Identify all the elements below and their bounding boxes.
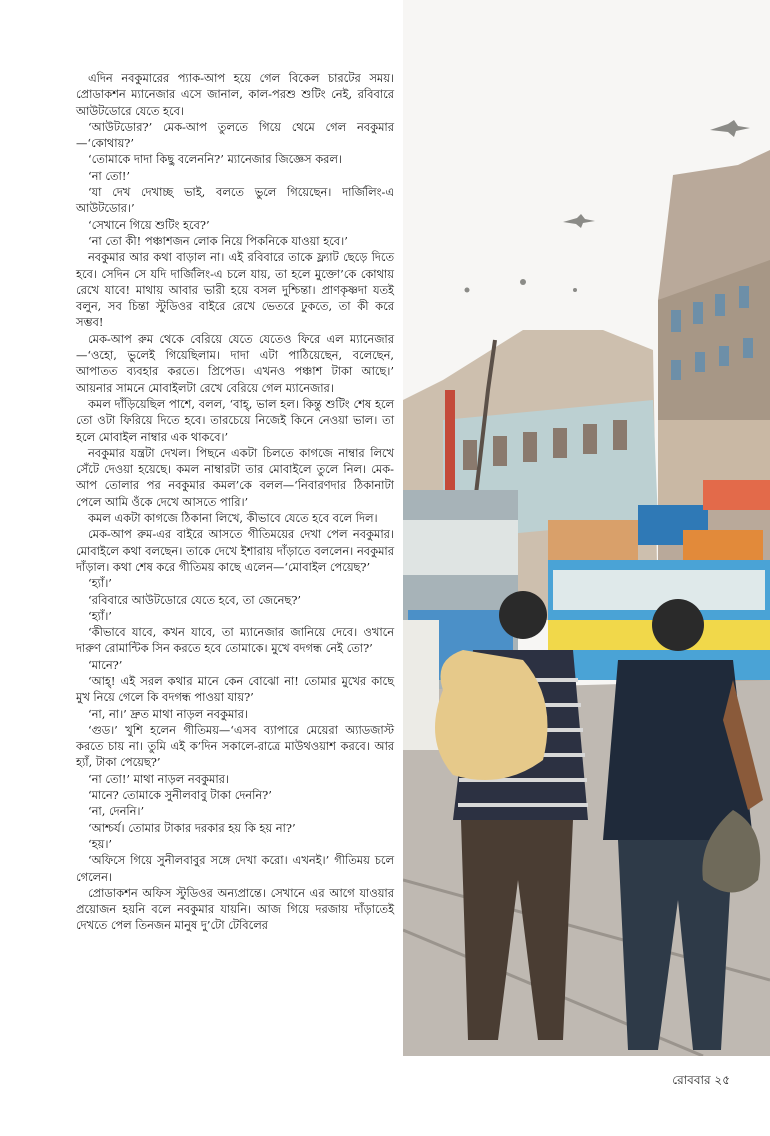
paragraph: ‘হ্যাঁ।’: [88, 576, 112, 591]
paragraph: ‘যা দেখ দেখাচ্ছ ভাই, বলতে ভুলে গিয়েছেন। দার্জিলিং-এ আউটডোর।’: [76, 185, 394, 216]
paragraph: প্রোডাকশন অফিস স্টুডিওর অন্যপ্রান্তে। সেখানে এর আগে যাওয়ার প্রয়োজন হয়নি বলে নবকুমার যায়নি। আজ গিয়ে দরজায় দাঁড়াতেই দেখতে পেল তিনজন মানুষ দু’টো টেবিলের: [76, 885, 394, 933]
paragraph: ‘আউটডোর?’ মেক-আপ তুলতে গিয়ে থেমে গেল নবকুমার—‘কোথায়?’: [76, 119, 394, 151]
paragraph: ‘আশ্চর্য। তোমার টাকার দরকার হয় কি হয় না?’: [88, 820, 296, 835]
paragraph: ‘রবিবারে আউটডোরে যেতে হবে, তা জেনেছ?’: [88, 592, 302, 607]
paragraph: এদিন নবকুমারের প্যাক-আপ হয়ে গেল বিকেল চারটের সময়। প্রোডাকশন ম্যানেজার এসে জানাল, কাল-পরশু শুটিং নেই, রবিবারে আউটডোরে যেতে হবে।: [76, 71, 394, 118]
street-scene-illustration: [403, 0, 770, 1056]
paragraph: নবকুমার যন্ত্রটা দেখল। পিছনে একটা চিলতে কাগজে নাম্বার লিখে সেঁটে দেওয়া হয়েছে। কমল নাম্বারটা তার মোবাইলে তুলে নিল। মেক-আপ তোলার পর নবকুমার কমল’কে বলল—‘নিবারণদার ঠিকানাটা পেলে আমি ওঁকে দেখে আসতে পারি।’: [76, 445, 394, 509]
paragraph: ‘মানে? তোমাকে সুনীলবাবু টাকা দেননি?’: [88, 788, 272, 803]
paragraph: নবকুমার আর কথা বাড়াল না। এই রবিবারে তাকে ফ্ল্যাট ছেড়ে দিতে হবে। সেদিন সে যদি দার্জিলিং-এ চলে যায়, তা হলে মুক্তো’কে কোথায় রেখে যাবে! মাথায় আবার ভারী হয়ে বসল দুশ্চিন্তা। প্রাণকৃষ্ণদা যতই বলুন, সব চিন্তা স্টুডিওর বাইরে রেখে ভেতরে ঢুকতে, তা কী করে সম্ভব!: [76, 250, 394, 330]
paragraph: ‘মানে?’: [88, 657, 123, 672]
paragraph: ‘না তো!’: [88, 168, 131, 183]
paragraph: ‘না, না।’ দ্রুত মাথা নাড়ল নবকুমার।: [88, 706, 248, 721]
paragraph: ‘না, দেননি।’: [88, 804, 145, 819]
paragraph: ‘গুড।’ খুশি হলেন গীতিময়—‘এসব ব্যাপারে মেয়েরা অ্যাডজাস্ট করতে চায় না। তুমি এই ক’দিন সকালে-রাত্রে মাউথওয়াশ করবে। আর হ্যাঁ, টাকা পেয়েছ?’: [76, 722, 394, 770]
paragraph: মেক-আপ রুম থেকে বেরিয়ে যেতে যেতেও ফিরে এল ম্যানেজার—‘ওহো, ভুলেই গিয়েছিলাম। দাদা এটা পাঠিয়েছেন, বলেছেন, আপাতত ব্যবহার করতে। প্রিপেড। এখনও পঞ্চাশ টাকা আছে।’ আয়নার সামনে মোবাইলটা রেখে বেরিয়ে গেল ম্যানেজার।: [76, 331, 394, 395]
paragraph: ‘হয়।’: [88, 836, 113, 851]
paragraph: ‘কীভাবে যাবে, কখন যাবে, তা ম্যানেজার জানিয়ে দেবে। ওখানে দারুণ রোমান্টিক সিন করতে হবে তোমাকে। মুখে বদগন্ধ নেই তো?’: [76, 625, 394, 656]
paragraph: ‘হ্যাঁ।’: [88, 608, 112, 623]
story-text-column: [76, 70, 394, 934]
paragraph: ‘সেখানে গিয়ে শুটিং হবে?’: [88, 217, 210, 232]
paragraph: ‘অফিসে গিয়ে সুনীলবাবুর সঙ্গে দেখা করো। এখনই।’ গীতিময় চলে গেলেন।: [76, 853, 394, 884]
paragraph: ‘আহ্‌! এই সরল কথার মানে কেন বোঝো না! তোমার মুখের কাছে মুখ নিয়ে গেলে কি বদগন্ধ পাওয়া যায়?’: [76, 673, 394, 705]
paragraph: ‘তোমাকে দাদা কিছু বলেননি?’ ম্যানেজার জিজ্ঞেস করল।: [88, 152, 342, 167]
paragraph: কমল দাঁড়িয়েছিল পাশে, বলল, ‘বাহ্‌, ভাল হল। কিন্তু শুটিং শেষ হলে তো ওটা ফিরিয়ে দিতে হবে। তারচেয়ে নিজেই কিনে নেওয়া ভাল। তা হলে মোবাইল নাম্বার এক থাকবে।’: [76, 396, 394, 444]
paragraph: মেক-আপ রুম-এর বাইরে আসতে গীতিময়ের দেখা পেল নবকুমার। মোবাইলে কথা বলছেন। তাকে দেখে ইশারায় দাঁড়াতে বললেন। নবকুমার দাঁড়াল। কথা শেষ করে গীতিময় কাছে এলেন—‘মোবাইল পেয়েছ?’: [76, 527, 394, 574]
page-footer: রোববার ২৫: [672, 1073, 730, 1087]
paragraph: কমল একটা কাগজে ঠিকানা লিখে, কীভাবে যেতে হবে বলে দিল।: [88, 511, 378, 526]
paragraph: ‘না তো!’ মাথা নাড়ল নবকুমার।: [88, 771, 229, 786]
paragraph: ‘না তো কী! পঞ্চাশজন লোক নিয়ে পিকনিকে যাওয়া হবে।’: [88, 233, 348, 248]
